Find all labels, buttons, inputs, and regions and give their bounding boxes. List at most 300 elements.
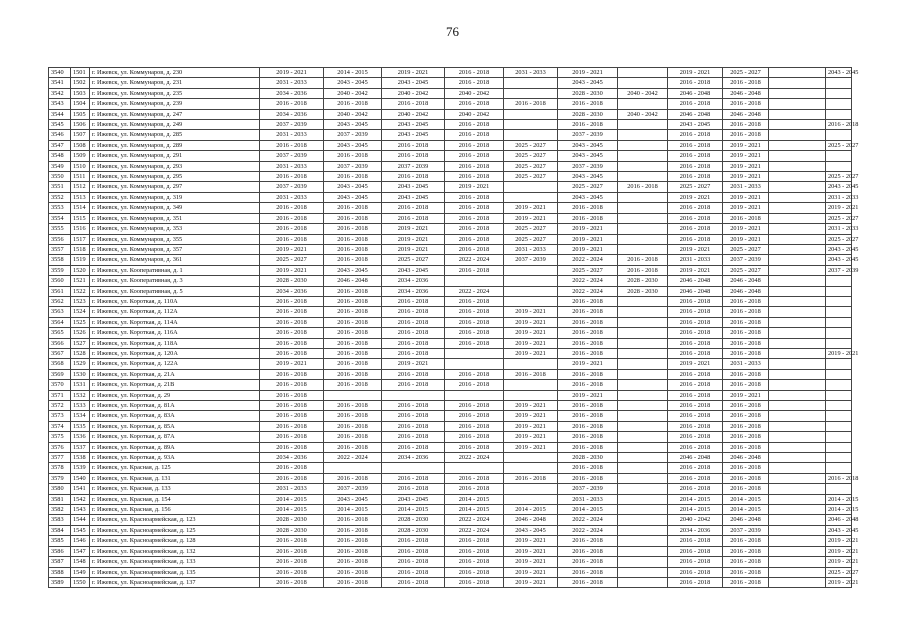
table-row [49,328,852,338]
period-cell: 2019 - 2021 [668,265,723,275]
period-cell-empty [769,369,826,379]
table-row [49,359,852,369]
row-number-cell: 3570 [49,380,71,390]
period-cell [826,432,852,442]
period-cell: 2022 - 2024 [445,453,504,463]
period-cell: 2025 - 2027 [504,224,558,234]
period-cell: 2028 - 2030 [382,525,445,535]
period-cell: 2016 - 2018 [324,307,382,317]
row-number-cell: 3554 [49,213,71,223]
period-cell [618,484,668,494]
period-cell: 2025 - 2027 [723,68,769,78]
period-cell: 2025 - 2027 [260,255,324,265]
period-cell: 2016 - 2018 [260,442,324,452]
period-cell-empty [769,411,826,421]
row-number-cell: 3577 [49,453,71,463]
period-cell-empty [769,515,826,525]
period-cell: 2016 - 2018 [445,307,504,317]
row-number-cell: 3548 [49,151,71,161]
table-row [49,484,852,494]
address-cell: г. Ижевск, ул. Короткая, д. 21А [90,369,260,379]
row-index-cell: 1509 [71,151,90,161]
period-cell: 2016 - 2018 [324,338,382,348]
period-cell: 2043 - 2045 [382,265,445,275]
row-index-cell: 1528 [71,348,90,358]
period-cell: 2019 - 2021 [723,390,769,400]
table-row [49,265,852,275]
table-row [49,442,852,452]
period-cell: 2019 - 2021 [826,348,852,358]
period-cell: 2016 - 2018 [723,473,769,483]
period-cell: 2022 - 2024 [558,525,618,535]
period-cell: 2016 - 2018 [618,182,668,192]
row-number-cell: 3568 [49,359,71,369]
period-cell: 2019 - 2021 [504,213,558,223]
period-cell: 2016 - 2018 [324,442,382,452]
period-cell [618,494,668,504]
address-cell: г. Ижевск, ул. Коммунаров, д. 355 [90,234,260,244]
period-cell: 2019 - 2021 [504,432,558,442]
period-cell [504,192,558,202]
period-cell: 2016 - 2018 [826,120,852,130]
period-cell: 2016 - 2018 [382,317,445,327]
table-row [49,369,852,379]
address-cell: г. Ижевск, ул. Красная, д. 133 [90,484,260,494]
row-number-cell: 3586 [49,546,71,556]
period-cell: 2016 - 2018 [558,328,618,338]
period-cell-empty [769,130,826,140]
period-cell: 2016 - 2018 [382,442,445,452]
period-cell: 2014 - 2015 [558,505,618,515]
period-cell: 2034 - 2036 [260,109,324,119]
period-cell [826,401,852,411]
period-cell: 2016 - 2018 [260,463,324,473]
period-cell [618,234,668,244]
period-cell: 2025 - 2027 [382,255,445,265]
period-cell [618,421,668,431]
period-cell: 2025 - 2027 [558,182,618,192]
table-row [49,317,852,327]
period-cell: 2016 - 2018 [382,338,445,348]
period-cell: 2016 - 2018 [723,120,769,130]
period-cell: 2019 - 2021 [260,244,324,254]
period-cell: 2016 - 2018 [445,130,504,140]
repair-schedule-table [48,67,859,588]
period-cell: 2043 - 2045 [558,78,618,88]
period-cell: 2016 - 2018 [668,307,723,317]
period-cell: 2019 - 2021 [445,182,504,192]
row-index-cell: 1518 [71,244,90,254]
address-cell: г. Ижевск, ул. Коммунаров, д. 295 [90,172,260,182]
row-number-cell: 3556 [49,234,71,244]
period-cell-empty [769,213,826,223]
row-index-cell: 1549 [71,567,90,577]
period-cell: 2022 - 2024 [445,525,504,535]
period-cell-empty [769,359,826,369]
address-cell: г. Ижевск, ул. Красноармейская, д. 125 [90,525,260,535]
period-cell: 2016 - 2018 [324,567,382,577]
period-cell-empty [769,88,826,98]
period-cell-empty [769,432,826,442]
period-cell: 2040 - 2042 [382,88,445,98]
period-cell [618,317,668,327]
period-cell: 2016 - 2018 [260,328,324,338]
period-cell: 2016 - 2018 [324,286,382,296]
period-cell [618,369,668,379]
period-cell: 2028 - 2030 [618,286,668,296]
period-cell [826,109,852,119]
period-cell [826,380,852,390]
period-cell: 2025 - 2027 [723,244,769,254]
period-cell-empty [769,151,826,161]
period-cell: 2046 - 2048 [723,109,769,119]
row-index-cell: 1539 [71,463,90,473]
period-cell: 2037 - 2039 [723,525,769,535]
period-cell: 2016 - 2018 [723,421,769,431]
period-cell [826,276,852,286]
period-cell-empty [769,296,826,306]
period-cell: 2016 - 2018 [558,120,618,130]
table-row [49,192,852,202]
row-index-cell: 1508 [71,140,90,150]
period-cell: 2043 - 2045 [826,68,852,78]
period-cell: 2016 - 2018 [260,390,324,400]
period-cell: 2016 - 2018 [723,338,769,348]
period-cell: 2025 - 2027 [826,213,852,223]
period-cell: 2016 - 2018 [723,130,769,140]
period-cell: 2016 - 2018 [558,546,618,556]
row-number-cell: 3545 [49,120,71,130]
table-row [49,307,852,317]
period-cell [618,338,668,348]
table-row [49,348,852,358]
period-cell: 2016 - 2018 [324,359,382,369]
period-cell: 2016 - 2018 [504,369,558,379]
period-cell: 2016 - 2018 [558,203,618,213]
period-cell [618,68,668,78]
period-cell: 2034 - 2036 [260,453,324,463]
row-index-cell: 1533 [71,401,90,411]
period-cell: 2019 - 2021 [504,411,558,421]
period-cell: 2014 - 2015 [324,68,382,78]
row-index-cell: 1520 [71,265,90,275]
period-cell-empty [769,338,826,348]
table-row [49,557,852,567]
period-cell: 2016 - 2018 [260,401,324,411]
period-cell: 2016 - 2018 [558,463,618,473]
period-cell: 2016 - 2018 [324,224,382,234]
row-number-cell: 3588 [49,567,71,577]
period-cell: 2016 - 2018 [260,172,324,182]
period-cell: 2016 - 2018 [324,348,382,358]
row-index-cell: 1504 [71,99,90,109]
period-cell: 2016 - 2018 [324,244,382,254]
period-cell: 2019 - 2021 [723,140,769,150]
period-cell: 2043 - 2045 [826,255,852,265]
table-row [49,567,852,577]
period-cell: 2016 - 2018 [723,463,769,473]
period-cell: 2019 - 2021 [826,577,852,587]
period-cell: 2016 - 2018 [668,390,723,400]
period-cell: 2022 - 2024 [445,286,504,296]
period-cell [618,296,668,306]
period-cell [826,328,852,338]
period-cell: 2019 - 2021 [504,536,558,546]
period-cell: 2037 - 2039 [558,130,618,140]
address-cell: г. Ижевск, ул. Коммунаров, д. 351 [90,213,260,223]
period-cell [504,78,558,88]
period-cell [826,161,852,171]
period-cell: 2031 - 2033 [723,182,769,192]
row-index-cell: 1545 [71,525,90,535]
period-cell: 2016 - 2018 [668,380,723,390]
period-cell: 2037 - 2039 [558,161,618,171]
period-cell: 2022 - 2024 [445,515,504,525]
period-cell: 2046 - 2048 [324,276,382,286]
period-cell: 2016 - 2018 [324,421,382,431]
row-number-cell: 3580 [49,484,71,494]
period-cell: 2046 - 2048 [668,453,723,463]
period-cell: 2016 - 2018 [445,442,504,452]
period-cell [618,130,668,140]
period-cell [445,463,504,473]
period-cell: 2016 - 2018 [723,484,769,494]
period-cell: 2016 - 2018 [445,234,504,244]
table-row [49,78,852,88]
row-number-cell: 3567 [49,348,71,358]
period-cell-empty [769,120,826,130]
period-cell: 2016 - 2018 [558,557,618,567]
period-cell: 2016 - 2018 [445,151,504,161]
period-cell: 2016 - 2018 [445,317,504,327]
period-cell-empty [769,307,826,317]
period-cell: 2016 - 2018 [723,577,769,587]
period-cell: 2016 - 2018 [668,473,723,483]
period-cell [504,390,558,400]
period-cell [618,432,668,442]
row-index-cell: 1503 [71,88,90,98]
table-row [49,494,852,504]
row-number-cell: 3540 [49,68,71,78]
period-cell: 2016 - 2018 [324,525,382,535]
row-number-cell: 3557 [49,244,71,254]
address-cell: г. Ижевск, ул. Красноармейская, д. 137 [90,577,260,587]
period-cell: 2016 - 2018 [324,536,382,546]
period-cell: 2037 - 2039 [260,120,324,130]
address-cell: г. Ижевск, ул. Короткая, д. 85А [90,421,260,431]
period-cell: 2046 - 2048 [504,515,558,525]
period-cell [826,296,852,306]
period-cell: 2016 - 2018 [382,213,445,223]
table-row [49,68,852,78]
row-index-cell: 1502 [71,78,90,88]
period-cell: 2040 - 2042 [324,109,382,119]
period-cell: 2016 - 2018 [382,401,445,411]
period-cell: 2043 - 2045 [324,182,382,192]
row-index-cell: 1536 [71,432,90,442]
period-cell-empty [769,276,826,286]
period-cell: 2040 - 2042 [445,109,504,119]
period-cell-empty [769,286,826,296]
period-cell: 2025 - 2027 [504,151,558,161]
period-cell [618,359,668,369]
period-cell: 2014 - 2015 [445,494,504,504]
period-cell: 2043 - 2045 [558,192,618,202]
row-number-cell: 3578 [49,463,71,473]
address-cell: г. Ижевск, ул. Короткая, д. 83А [90,411,260,421]
period-cell: 2016 - 2018 [445,328,504,338]
row-number-cell: 3573 [49,411,71,421]
period-cell [618,380,668,390]
period-cell [618,120,668,130]
period-cell: 2025 - 2027 [826,140,852,150]
period-cell-empty [769,484,826,494]
period-cell: 2019 - 2021 [504,577,558,587]
row-index-cell: 1516 [71,224,90,234]
period-cell-empty [769,473,826,483]
period-cell: 2016 - 2018 [445,213,504,223]
period-cell-empty [769,525,826,535]
period-cell: 2028 - 2030 [260,276,324,286]
period-cell-empty [769,328,826,338]
row-number-cell: 3582 [49,505,71,515]
period-cell: 2016 - 2018 [668,442,723,452]
row-number-cell: 3569 [49,369,71,379]
period-cell-empty [769,255,826,265]
period-cell [618,536,668,546]
period-cell: 2028 - 2030 [260,515,324,525]
period-cell: 2046 - 2048 [723,515,769,525]
period-cell: 2016 - 2018 [668,328,723,338]
row-number-cell: 3583 [49,515,71,525]
period-cell: 2034 - 2036 [668,525,723,535]
address-cell: г. Ижевск, ул. Красная, д. 125 [90,463,260,473]
period-cell: 2043 - 2045 [558,151,618,161]
period-cell-empty [769,463,826,473]
table-row [49,234,852,244]
period-cell: 2046 - 2048 [668,286,723,296]
period-cell: 2016 - 2018 [668,411,723,421]
table-row [49,130,852,140]
row-number-cell: 3560 [49,276,71,286]
period-cell: 2016 - 2018 [558,442,618,452]
table-row [49,276,852,286]
period-cell: 2016 - 2018 [260,536,324,546]
period-cell: 2016 - 2018 [260,546,324,556]
period-cell [826,453,852,463]
period-cell: 2046 - 2048 [826,515,852,525]
period-cell: 2016 - 2018 [723,442,769,452]
period-cell: 2016 - 2018 [668,317,723,327]
row-number-cell: 3541 [49,78,71,88]
row-index-cell: 1505 [71,109,90,119]
period-cell [618,78,668,88]
period-cell [324,390,382,400]
period-cell: 2022 - 2024 [558,276,618,286]
period-cell: 2016 - 2018 [260,296,324,306]
table-row [49,390,852,400]
address-cell: г. Ижевск, ул. Коммунаров, д. 293 [90,161,260,171]
table-row [49,338,852,348]
table-row [49,546,852,556]
period-cell [504,109,558,119]
period-cell-empty [769,546,826,556]
period-cell: 2016 - 2018 [324,401,382,411]
period-cell: 2031 - 2033 [826,192,852,202]
period-cell: 2016 - 2018 [260,224,324,234]
period-cell: 2031 - 2033 [558,494,618,504]
period-cell: 2016 - 2018 [668,536,723,546]
period-cell: 2043 - 2045 [558,140,618,150]
period-cell: 2019 - 2021 [723,172,769,182]
period-cell: 2019 - 2021 [723,234,769,244]
period-cell: 2016 - 2018 [558,348,618,358]
period-cell [826,307,852,317]
row-number-cell: 3587 [49,557,71,567]
period-cell: 2019 - 2021 [723,151,769,161]
period-cell: 2016 - 2018 [558,421,618,431]
period-cell-empty [769,536,826,546]
period-cell: 2043 - 2045 [382,130,445,140]
period-cell: 2016 - 2018 [324,411,382,421]
period-cell: 2046 - 2048 [723,286,769,296]
period-cell: 2043 - 2045 [382,120,445,130]
period-cell: 2016 - 2018 [504,473,558,483]
period-cell: 2019 - 2021 [668,192,723,202]
row-number-cell: 3553 [49,203,71,213]
period-cell: 2016 - 2018 [324,380,382,390]
period-cell: 2016 - 2018 [723,380,769,390]
period-cell [618,328,668,338]
period-cell: 2016 - 2018 [668,161,723,171]
period-cell-empty [769,140,826,150]
period-cell-empty [769,234,826,244]
period-cell: 2016 - 2018 [260,567,324,577]
period-cell [504,380,558,390]
row-index-cell: 1538 [71,453,90,463]
period-cell: 2016 - 2018 [668,432,723,442]
address-cell: г. Ижевск, ул. Коммунаров, д. 239 [90,99,260,109]
row-index-cell: 1542 [71,494,90,504]
period-cell: 2016 - 2018 [723,307,769,317]
row-index-cell: 1524 [71,307,90,317]
period-cell: 2016 - 2018 [445,68,504,78]
period-cell: 2019 - 2021 [504,328,558,338]
row-index-cell: 1522 [71,286,90,296]
period-cell [504,182,558,192]
period-cell: 2016 - 2018 [382,296,445,306]
period-cell: 2016 - 2018 [723,411,769,421]
period-cell [504,494,558,504]
row-index-cell: 1501 [71,68,90,78]
period-cell: 2025 - 2027 [504,234,558,244]
period-cell-empty [769,192,826,202]
period-cell: 2031 - 2033 [260,130,324,140]
period-cell [382,463,445,473]
period-cell: 2037 - 2039 [324,484,382,494]
period-cell: 2016 - 2018 [668,484,723,494]
table-row [49,525,852,535]
period-cell: 2019 - 2021 [382,359,445,369]
period-cell: 2025 - 2027 [504,140,558,150]
period-cell [826,411,852,421]
period-cell [445,359,504,369]
period-cell: 2019 - 2021 [504,421,558,431]
period-cell: 2025 - 2027 [558,265,618,275]
period-cell: 2019 - 2021 [504,348,558,358]
period-cell [504,120,558,130]
period-cell: 2014 - 2015 [445,505,504,515]
